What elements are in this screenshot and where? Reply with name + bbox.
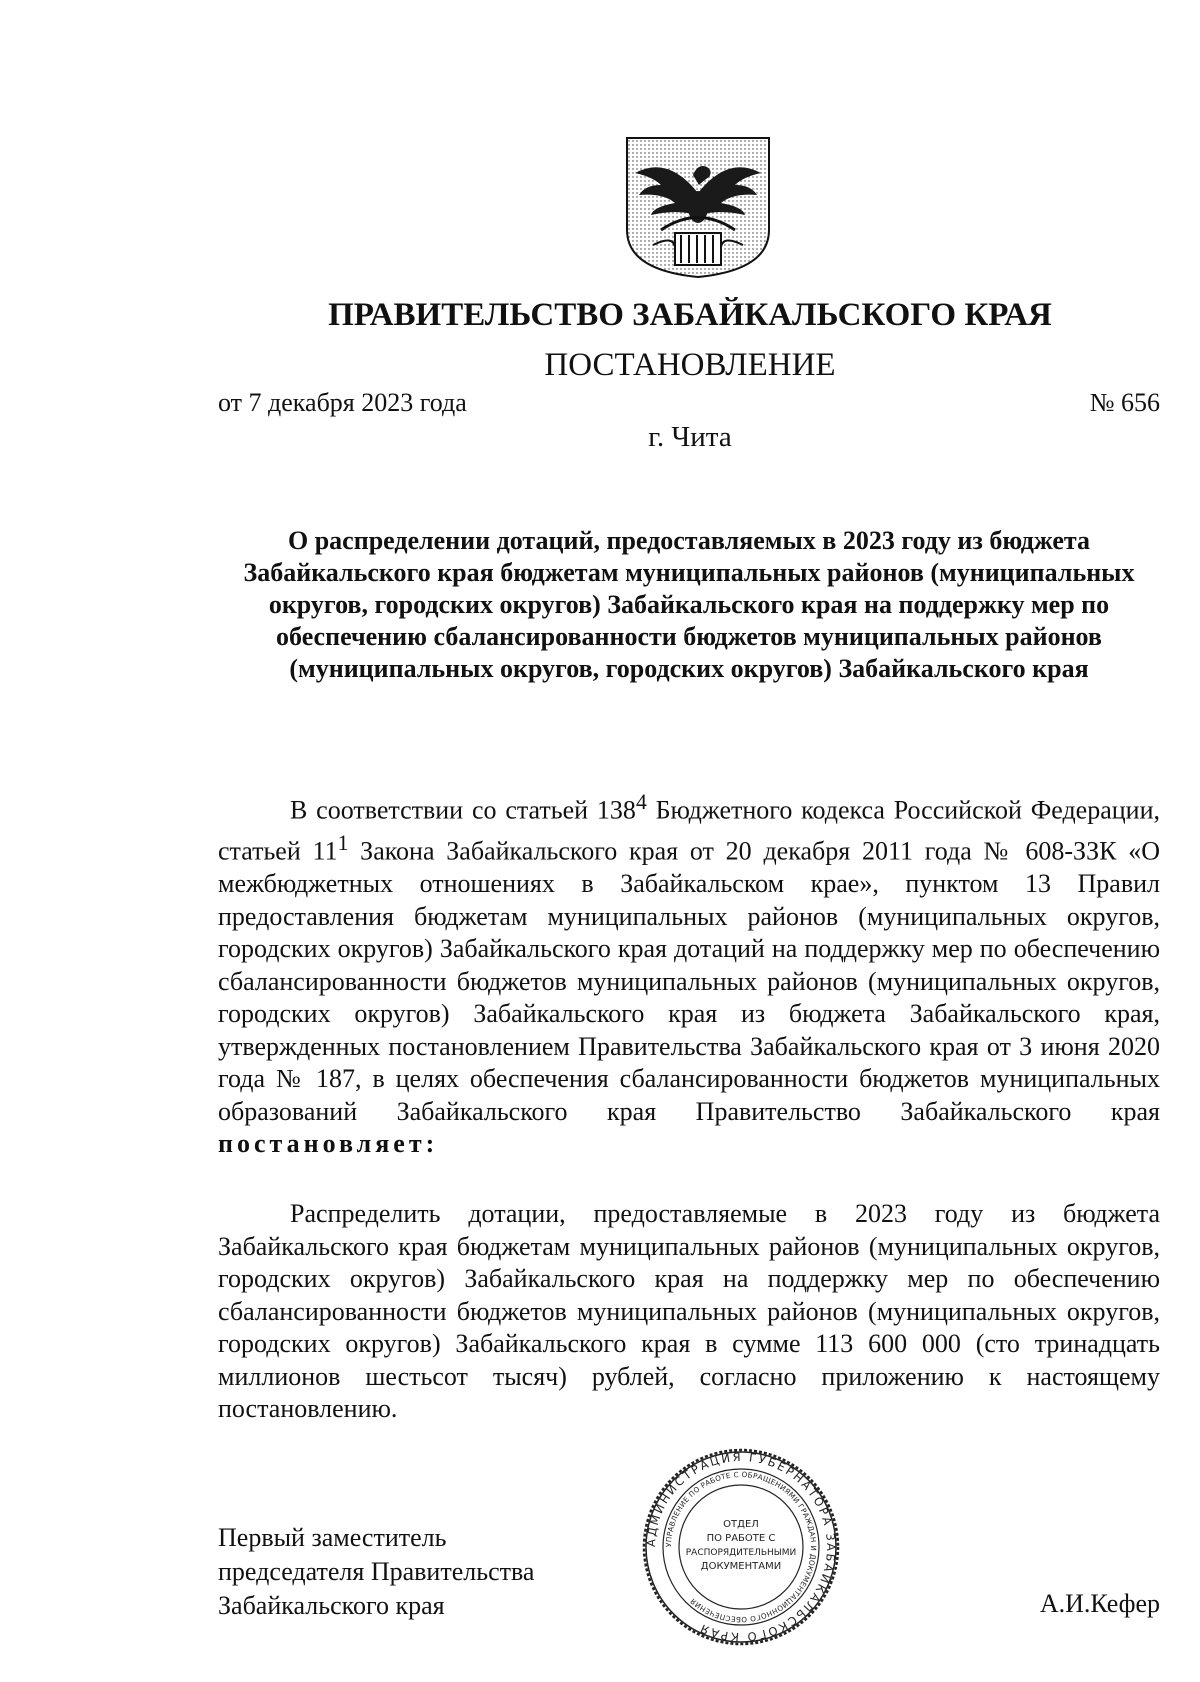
p1-superscript-2: 1: [337, 831, 349, 856]
p1-superscript-1: 4: [635, 790, 647, 814]
document-date: от 7 декабря 2023 года: [218, 388, 467, 417]
stamp-center-line-4: ДОКУМЕНТАМИ: [700, 1561, 782, 1572]
p1-text-a: В соответствии со статьей 138: [290, 795, 636, 825]
stamp-center-line-1: ОТДЕЛ: [723, 1519, 759, 1530]
decree-keyword-colon: :: [425, 1129, 439, 1159]
p1-text-b: Бюджетного кодекса Российской Федерации, статьей 11: [218, 795, 1160, 866]
coat-of-arms-emblem: [623, 135, 773, 280]
stamp-center-line-3: РАСПОРЯДИТЕЛЬНЫМИ: [685, 1548, 797, 1558]
body-paragraph-1: [218, 786, 1160, 1161]
body-paragraph-2: Распределить дотации, предоставляемые в 2023 году из бюджета Забайкальского края бюджетам муниципальных районов (муниципальных округов, городских округов) Забайкальского края на поддержку мер по обеспечению сбалансированности бюджетов муниципальных районов (муниципальных округов, городских округов) Забайкальского края в сумме 113 600 000 (сто тринадцать миллионов шестьсот тысяч) рублей, согласно приложению к настоящему постановлению.: [218, 1199, 1160, 1423]
document-city: г. Чита: [648, 421, 732, 453]
document-subject: О распределении дотаций, предоставляемых в 2023 году из бюджета Забайкальского края бюджетам муниципальных районов (муниципальных округов, городских округов) Забайкальского края на поддержку мер по обеспечению сбалансированности бюджетов муниципальных районов (муниципальных округов, городских округов) Забайкальского края: [243, 526, 1135, 683]
signatory-name: А.И.Кефер: [1039, 1589, 1160, 1618]
signatory-title: [218, 1521, 534, 1623]
stamp-inner-text: УПРАВЛЕНИЕ ПО РАБОТЕ С ОБРАЩЕНИЯМИ ГРАЖДАН И ДОКУМЕНТАЦИОННОГО ОБЕСПЕЧЕНИЯ: [663, 1469, 819, 1625]
signatory-line-2: председателя Правительства: [218, 1557, 535, 1586]
government-title: ПРАВИТЕЛЬСТВО ЗАБАЙКАЛЬСКОГО КРАЯ: [328, 297, 1052, 333]
official-stamp: [641, 1447, 841, 1647]
p1-text-c: Закона Забайкальского края от 20 декабря 2011 года № 608-ЗЗК «О межбюджетных отношениях в Забайкальском крае», пунктом 13 Правил предоставления бюджетам муниципальных районов (муниципальных округов, городских округов) Забайкальского края дотаций на поддержку мер по обеспечению сбалансированности бюджетов муниципальных районов (муниципальных округов, городских округов) Забайкальского края из бюджета Забайкальского края, утвержденных постановлением Правительства Забайкальского края от 3 июня 2020 года № 187, в целях обеспечения сбалансированности бюджетов муниципальных образований Забайкальского края Правительство Забайкальского края: [218, 836, 1160, 1126]
signatory-line-3: Забайкальского края: [218, 1591, 445, 1620]
decree-keyword: постановляет: [218, 1129, 426, 1159]
document-type: ПОСТАНОВЛЕНИЕ: [544, 347, 836, 383]
stamp-outer-text: АДМИНИСТРАЦИЯ ГУБЕРНАТОРА ЗАБАЙКАЛЬСКОГО КРАЯ: [643, 1449, 839, 1645]
stamp-center-line-2: ПО РАБОТЕ С: [706, 1533, 776, 1544]
signatory-line-1: Первый заместитель: [218, 1523, 447, 1552]
document-number: № 656: [1089, 388, 1160, 417]
